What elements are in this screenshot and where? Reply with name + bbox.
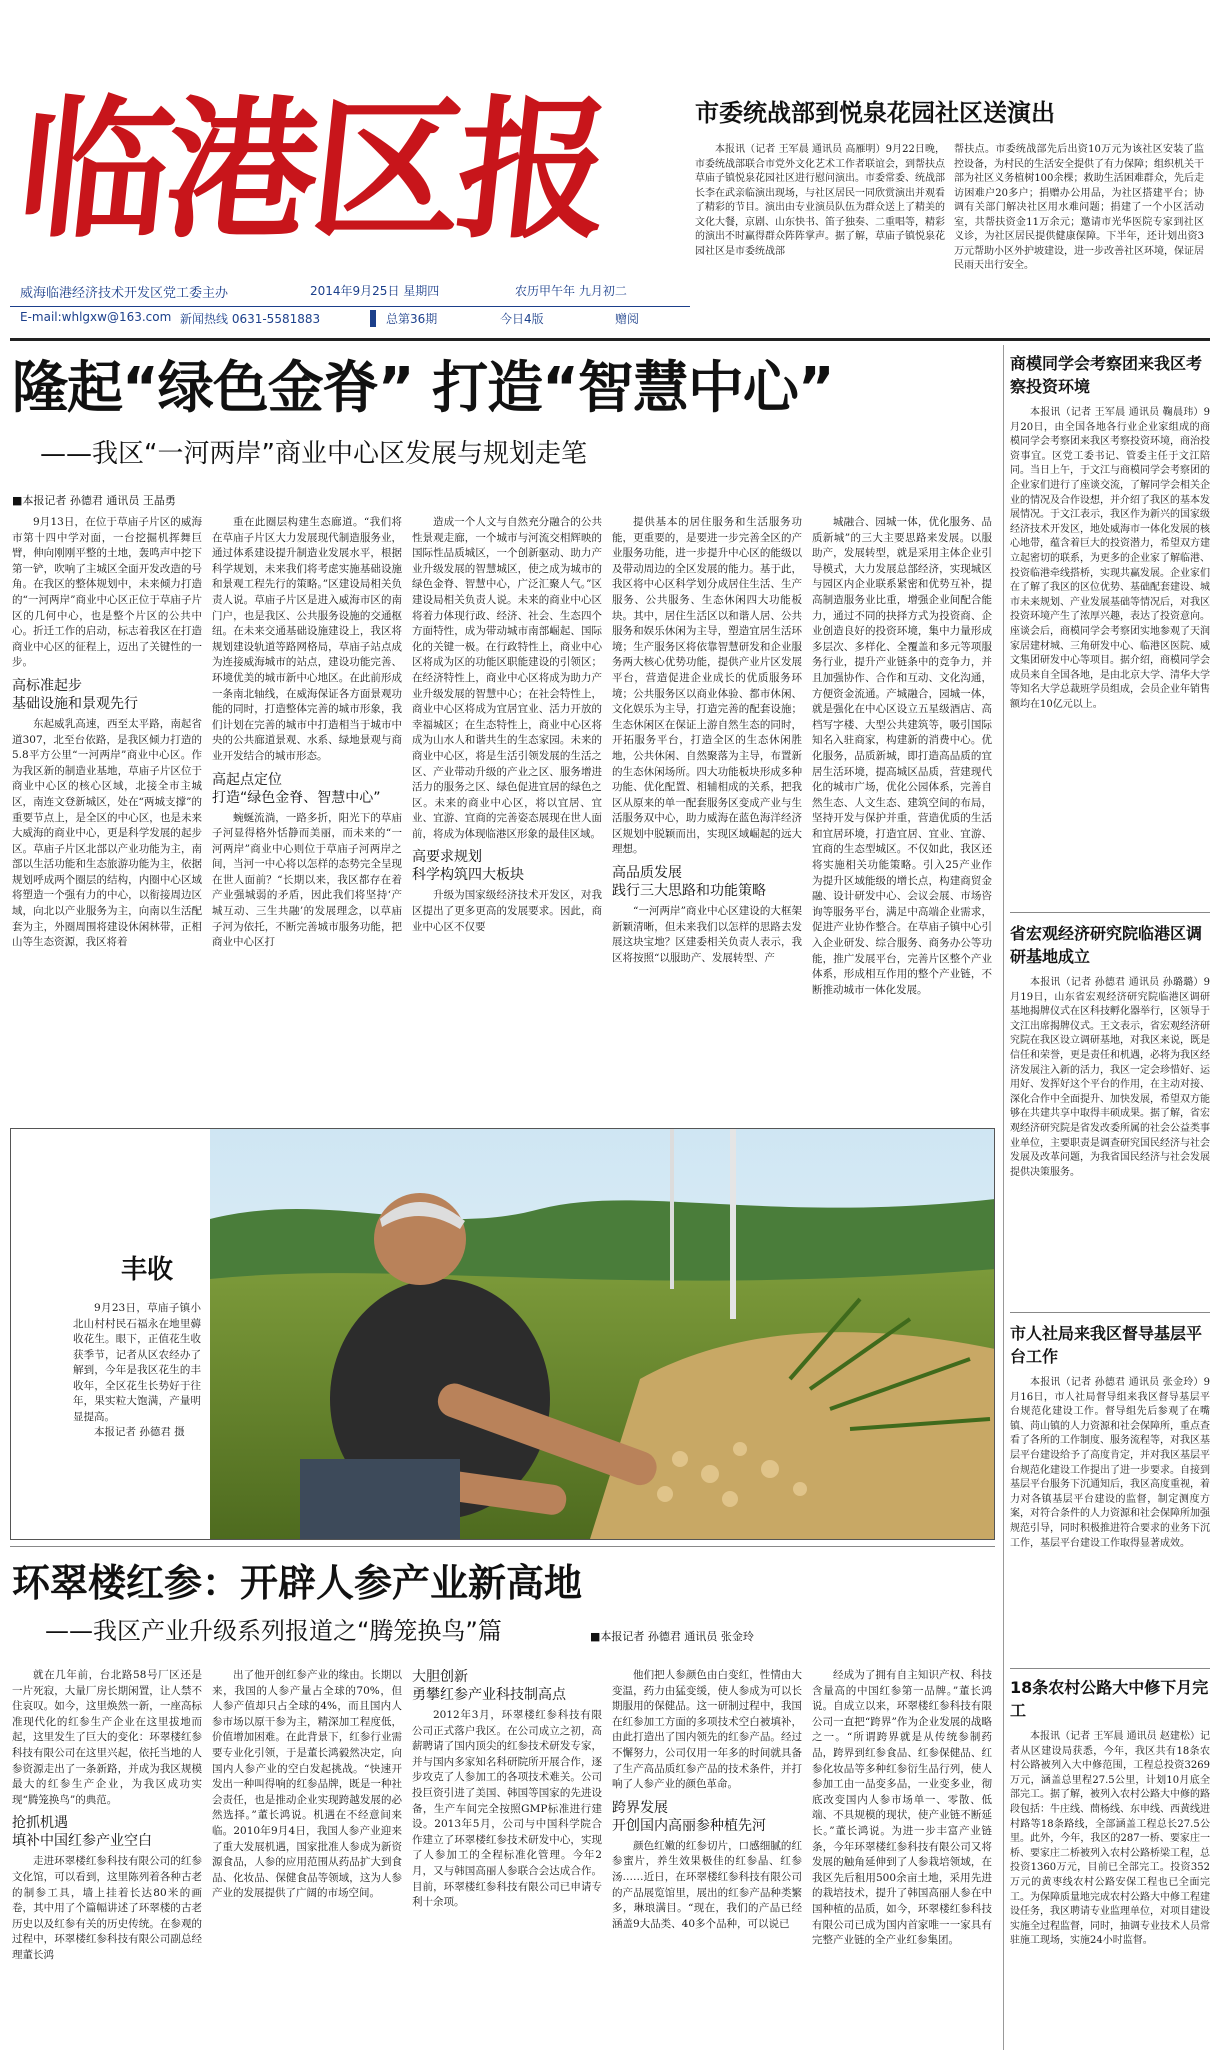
- lead-subtitle: ——我区“一河两岸”商业中心区发展与规划走笔: [40, 439, 587, 469]
- side-story-2: 省宏观经济研究院临港区调研基地成立 本报讯（记者 孙德君 通讯员 孙璐璐）9月19日，山东省宏观经济研究院临港区调研基地揭牌仪式在区科技孵化器举行，区领导于文江出席揭牌仪式。王文表示，省宏观经济研究院在我区设立调研基地，对我区来说，既是信任和荣誉，更是责任和机遇，必将为我区经济发展注入新的活力，我区一定会珍惜好、运用好、发挥好这个平台的作用，在主动对接、深化合作中全面提升、加快发展，希望双方能够在共建共享中取得丰硕成果。据了解，省宏观经济研究院是省发改委所属的社会公益类事业单位，主要职责是调查研究国民经济与社会发展及改革问题，为我省国民经济与社会发展提供决策服务。: [1010, 924, 1210, 1178]
- farmer-harvest-photo[interactable]: [210, 1129, 995, 1539]
- lead-col-4: 提供基本的居住服务和生活服务功能，更重要的，是要进一步完善全区的产业服务功能，进一步提升中心区的能级以及带动周边的全区发展的能力。基于此，我区将中心区科学划分成居住生活、生产服务、公共服务、生态休闲四大功能板块。其中，居住生活区以和谐人居、公共服务和娱乐休闲为主导，塑造宜居生活环境；生产服务区将依靠智慧研发和企业服务两大核心优势功能，提供产业片区发展平台，营造促进企业成长的优质服务环境；公共服务区以商业体验、都市休闲、文化娱乐为主导，打造完善的配套设施；生态休闲区在保证上游自然生态的同时，开拓服务平台，打造全区的生态休闲胜地，公共休闲、自然聚落为主导，布置新的生态休闲场所。四大功能板块形成多种功能、优化配置、相辅相成的关系，把我区从原来的单一配套服务区变成产业与生活服务双中心，助力威海在蓝色海洋经济区规划中脱颖而出，实现区域崛起的远大理想。 高品质发展 践行三大思路和功能策略 “一河两岸”商业中心区建设的大框架新颖清晰，但未来我们以怎样的思路去发展这块宝地？区建委相关负责人表示，我区将按照“以服助产、发展转型、产: [612, 516, 802, 964]
- ginseng-subtitle: ——我区产业升级系列报道之“腾笼换鸟”篇: [45, 1617, 502, 1645]
- newspaper-logo: 临港区报: [10, 80, 614, 259]
- masthead: [10, 60, 690, 330]
- lead-byline: ■本报记者 孙德君 通讯员 王晶勇: [12, 494, 176, 507]
- subheading: 高品质发展 践行三大思路和功能策略: [612, 865, 766, 900]
- lead-col-3: 造成一个人文与自然充分融合的公共性景观走廊，一个城市与河流交相辉映的国际性品质城区，一个创新驱动、助力产业升级发展的智慧城区，使之成为城市的绿色金脊、智慧中心，广泛汇聚人气。”区建设局相关负责人说。未来的商业中心区将着力体现行政、经济、社会、生态四个方面特性，成为带动城市南部崛起、国际化的关键一极。在行政特性上，商业中心区将成为区的功能区职能建设的引领区；在经济特性上，商业中心区将成为助力产业升级发展的智慧中心；在社会特性上，商业中心区将成为宜居宜业、活力开放的幸福城区；在生态特性上，商业中心区将成为山水人和谐共生的生态家园。未来的商业中心区，将是生活引领发展的生活之区、产业带动升级的产业之区、服务增进活力的服务之区、绿色促进宜居的绿色之区。未来的商业中心区，将以宜居、宜业、宜游、宜商的完善姿态展现在世人面前，将成为体现临港区形象的最佳区域。 高要求规划 科学构筑四大板块 升级为国家级经济技术开发区，对我区提出了更多更高的发展要求。因此，商业中心区不仅要: [412, 516, 602, 933]
- email[interactable]: E-mail:whlgxw@163.com: [20, 310, 172, 324]
- ginseng-col-3: 大胆创新 勇攀红参产业科技制高点 2012年3月，环翠楼红参科技有限公司正式落户我区。在公司成立之初，高薪聘请了国内顶尖的红参技术研发专家，并与国内多家知名科研院所开展合作，逐步攻克了人参加工的各项技术难关。公司投巨资引进了美国、韩国等国家的先进设备，生产车间完全按照GMP标准进行建设。2013年5月，公司与中国科学院合作建立了环翠楼红参技术研发中心，实现了人参加工的全程标准化管理。今年2月，又与韩国高丽人参联合会达成合作。目前，环翠楼红参科技有限公司已申请专利十余项。: [412, 1669, 602, 1909]
- photo-block: [10, 1128, 995, 1540]
- side-story-title[interactable]: 商模同学会考察团来我区考察投资环境: [1010, 354, 1203, 396]
- subheading: 高起点定位 打造“绿色金脊、智慧中心”: [212, 771, 381, 806]
- lead-title[interactable]: 隆起“绿色金脊” 打造“智慧中心”: [12, 356, 834, 421]
- top-story-col2: 帮扶点。市委统战部先后出资10万元为该社区安装了监控设备，为村民的生活安全提供了有力保障；组织机关干部为社区义务植树100余棵；救助生活困难群众，先后走访困难户20多户；捐赠办公用品，为社区搭建平台；协调有关部门解决社区用水难问题；捐建了一个小区活动室，共帮扶资金11万余元；邀请市光华医院专家到社区义诊，为社区居民提供健康保障。下半年，还计划出资3万元帮助小区外护坡建设，进一步改善社区环境，保证居民雨天出行安全。: [954, 144, 1204, 271]
- subheading: 大胆创新 勇攀红参产业科技制高点: [412, 1669, 566, 1703]
- side-story-4: 18条农村公路大中修下月完工 本报讯（记者 王军晨 通讯员 赵建松）记者从区建设局获悉，今年，我区共有18条农村公路被列入大中修范围，工程总投资3269万元，涵盖总里程27.5公里，计划10月底全部完工。据了解，被列入农村公路大中修的路段包括：牛庄线、蔄杨线、东申线、西黄线进村路等18条路线，全部涵盖工程总长27.5公里。此外，今年，我区的287一桥、要家庄一桥、要家庄二桥被列入农村公路桥梁工程，总投资1360万元，目前已全部完工。投资352万元的黄枣线农村公路安保工程也已全面完工。为保障质量地完成农村公路大中修工程建设任务，我区聘请专业监理单位，对项目建设实施全过程监督，同时，抽调专业技术人员常驻施工现场，实施24小时监督。: [1010, 1678, 1210, 1947]
- photo-credit: 本报记者 孙德君 摄: [94, 1426, 185, 1438]
- ginseng-col-5: 经成为了拥有自主知识产权、科技含量高的中国红参第一品牌。”董长鸿说。自成立以来，环翠楼红参科技有限公司一直把“跨界”作为企业发展的战略之一。“所谓跨界就是从传统参制药品，跨界到红参食品、红参保健品、红参化妆品等多种红参衍生品行列，使人参加工由一品变多品，一业变多业，彻底改变国内人参市场单一、零散、低端、不具规模的现状，使产业链不断延长。”董长鸿说。为进一步丰富产业链条，今年环翠楼红参科技有限公司又将发展的触角延伸到了人参栽培领域，在我区先后租用500余亩土地，采用先进的栽培技术，提升了韩国高丽人参在中国种植的品质，如今，环翠楼红参科技有限公司已成为国内首家唯一一家具有完整产业链的全产业红参集团。: [812, 1669, 992, 1947]
- ginseng-title[interactable]: 环翠楼红参：开辟人参产业新高地: [12, 1561, 583, 1605]
- subheading: 抢抓机遇 填补中国红参产业空白: [12, 1815, 152, 1850]
- free-label: 赠阅: [615, 312, 640, 326]
- hotline: 新闻热线 0631-5581883: [180, 312, 321, 326]
- top-story-col1: 本报讯（记者 王军晨 通讯员 高雁明）9月22日晚，市委统战部联合市党外文化艺术工作者联谊会，到帮扶点草庙子镇悦泉花园社区进行慰问演出。市委常委、统战部长李在武亲临演出现场，与社区居民一同欣赏演出并观看了精彩的节目。演出由专业演员队伍为群众送上了精美的文化大餐，京剧、山东快书、笛子独奏、二重唱等，精彩的演出不时赢得群众阵阵掌声。据了解，草庙子镇悦泉花园社区是市委统战部: [695, 144, 945, 257]
- lead-col-1: 9月13日，在位于草庙子片区的威海市第十四中学对面，一台挖掘机挥舞巨臂，伸向刚刚平整的土地，轰鸣声中挖下第一铲，吹响了主城区全面开发改造的号角。在我区的整体规划中，未来倾力打造的“一河两岸”商业中心区正位于草庙子片区的几何中心，也是整个片区的公共中心。折迁工作的启动，标志着我区在打造商业中心区的征程上，迈出了关键性的一步。 高标准起步 基础设施和景观先行 东起威乳高速，西至太平路，南起省道307，北至台依路，是我区倾力打造的5.8平方公里“一河两岸”商业中心区。作为我区新的制造业基地，草庙子片区位于商业中心区的核心区域，北接全市主城区，南连文登新城区，处在“两城支撑”的重要节点上，是全区的中心区，也是未来大威海的商业中心，更是科学发展的起步区。草庙子片区北部以产业功能为主，南部以生活功能和生态旅游功能为主，依据规划呼成两个圈层的结构，内圈中心区域将塑造一个强有力的中心，以衔接周边区域，向北以产业服务为主，向南以生活配套为主，外圈周围将建设休闲林带，正相山等生态资源，我区将着: [12, 516, 202, 949]
- subheading: 跨界发展 开创国内高丽参种植先河: [612, 1799, 766, 1834]
- subheading: 高标准起步 基础设施和景观先行: [12, 677, 138, 712]
- top-story: [690, 95, 1210, 335]
- ginseng-col-1: 就在几年前，台北路58号厂区还是一片死寂，大量厂房长期闲置，让人禁不住哀叹。如今，这里焕然一新，一座高标准现代化的红参生产企业在这里拔地而起，这里发生了巨大的变化：环翠楼红参科技有限公司在这里兴起，依托当地的人参资源走出了一条新路，并成为我区规模最大的红参生产企业，为我区成功实现“腾笼换鸟”的典范。 抢抓机遇 填补中国红参产业空白 走进环翠楼红参科技有限公司的红参文化馆，可以看到，这里陈列着各种古老的制参工具，墙上挂着长达80米的画卷，其中用了个篇幅讲述了环翠楼的古老历史以及红参有关的历史传统。在参观的过程中，环翠楼红参科技有限公司副总经理董长鸿: [12, 1669, 202, 1961]
- lunar-date: 农历甲午年 九月初二: [515, 284, 627, 298]
- page-count: 今日4版: [500, 312, 544, 326]
- top-story-title[interactable]: 市委统战部到悦泉花园社区送演出: [695, 99, 1055, 127]
- lead-col-2: 重在此圈层构建生态廊道。“我们将在草庙子片区大力发展现代制造服务业，通过体系建设提升制造业发展水平，根据科学规划，未来我们将考虑实施基础设施和景观工程先行的策略。”区建设局相关负责人说。草庙子片区是进入威海市区的南门户，也是我区、公共服务设施的交通枢纽。在未来交通基础设施建设上，我区将规划建设轨道等路网格局，草庙子站点成为连接威海城市的站点，建设功能完善、环境优美的城市新中心地区。在此前形成一条南北轴线，在威海保证各方面景观功能的同时，打造整体完善的城市形象，我们计划在完善的城市中打造相当于城市中央的公共廊道景观、水系、绿地景观与商业开发结合的城市形态。 高起点定位 打造“绿色金脊、智慧中心” 蜿蜒流淌，一路多折，阳光下的草庙子河显得格外恬静而美丽，而未来的“一河两岸”商业中心则位于草庙子河两岸之间，当河一中心将以怎样的态势完全呈现在世人面前？“长期以来，我区都存在着产业强城弱的矛盾，因此我们将坚持‘产城互动、三生共融’的发展理念，以草庙子河为依托，不断完善城市服务功能，把商业中心区打: [212, 516, 402, 949]
- side-story-title[interactable]: 省宏观经济研究院临港区调研基地成立: [1010, 924, 1203, 966]
- side-story-title[interactable]: 18条农村公路大中修下月完工: [1010, 1678, 1209, 1720]
- ginseng-col-2: 出了他开创红参产业的缘由。长期以来，我国的人参产量占全球的70%，但人参产值却只占全球的4%，而且国内人参市场以原干参为主，精深加工程度低，价值增加困难。在此背景下，红参行业需要专业化引领，于是董长鸿毅然决定，向国内人参产业的空白发起挑战。“快速开发出一种叫得响的红参品牌，既是一种社会责任，也是推动企业实现跨越发展的必然选择。”董长鸿说。机遇在不经意间来临。2010年9月4日，我国人参产业迎来了重大发展机遇，国家批准人参成为新资源食品，人参的应用范围从药品扩大到食品、化妆品、保健食品等领域，这为人参产业的发展提供了广阔的市场空间。: [212, 1669, 402, 1900]
- photo-caption: 9月23日，草庙子镇小北山村村民石福永在地里薅收花生。眼下，正值花生收获季节，记者从区农经办了解到，今年是我区花生的丰收年，全区花生长势好于往年，果实粒大饱满，产量明显提高。 本报记者 孙德君 摄: [73, 1301, 201, 1471]
- ginseng-byline: ■本报记者 孙德君 通讯员 张金玲: [590, 1630, 754, 1643]
- subheading: 高要求规划 科学构筑四大板块: [412, 849, 524, 884]
- photo-title: 丰收: [121, 1255, 174, 1285]
- lead-col-5: 城融合、园城一体，优化服务、品质新城”的三大主要思路来发展。以服助产，发展转型，就是采用主体企业引导模式，大力发展总部经济，实现城区与园区内企业联系紧密和优势互补，提高制造服务业比重，增强企业间配合能力，通过不同的抉择方式为投资商、企业创造良好的投资环境，集中力量形成多层次、多样化、全覆盖和多元等项服务行业，提升产业链条中的竞争力，并且加强协作、合作和互动、文化沟通，方便资金流通。产城融合，园城一体，就是强化在中心区设立五星级酒店、高档写字楼、大型公共建筑等，吸引国际知名入驻商家，构建新的消费中心。优化服务，品质新城，即打造高品质的宜居生活环境，提高城区品质，营建现代化的城市广场，优化公园体系，完善自然生态、人文生态、建筑空间的布局，坚持开发与保护并重，营造优质的生活和宜居环境，打造宜居、宜业、宜游、宜商的生态型城区。不仅如此，我区还将实施相关功能策略。引入25产业作为提升区域能级的增长点，构建商贸金融、设计研发中心、会议会展、市场咨询等服务平台，满足中高端企业需求，促进产业协作整合。在草庙子镇中心引入企业研发、综合服务、商务办公等功能，推广发展平台，完善片区整个产业体系，形成相互作用的整个产业链，不断推动城市一体化发展。: [812, 516, 992, 996]
- side-story-1: 商模同学会考察团来我区考察投资环境 本报讯（记者 王军晨 通讯员 鞠晨玮）9月20日，由全国各地各行业企业家组成的商模同学会考察团来我区考察投资环境，商治投资事宜。区党工委书记、管委主任于文江陪同。当日上午，于文江与商模同学会考察团的企业家们进行了座谈交流，了解同学会相关企业的情况及合作设想，并介绍了我区的基本发展情况。于文江表示，我区作为新兴的国家级经济技术开发区，地处威海市一体化发展的核心地带，蕴含着巨大的投资潜力，希望双方建立起密切的联系，为更多的企业家了解临港、投资临港牵线搭桥，实现共赢发展。企业家们在了解了我区的区位优势、基础配套建设、城市未来规划、产业发展基础等情况后，对我区投资环境产生了浓厚兴趣，表达了投资意向。座谈会后，商模同学会考察团实地参观了天润家居建材城、三角研发中心、临港区医院、威文集团研发中心等项目。据介绍，商模同学会成员来自全国各地，是由北京大学、清华大学等知名大学总裁班学员组成，会员企业年销售额均在10亿元以上。: [1010, 354, 1210, 710]
- date: 2014年9月25日 星期四: [310, 284, 440, 298]
- issue-number: 总第36期: [370, 310, 437, 327]
- ginseng-col-4: 他们把人参颜色由白变红，性情由大变温，药力由猛变缓，使人参成为可以长期服用的保健品。这一研制过程中，我国在红参加工方面的多项技术空白被填补，由此打造出了国内领先的红参产品。经过不懈努力，公司仅用一年多的时间就具备了生产高品质红参产品的技术条件，并打响了人参产业的颜色革命。 跨界发展 开创国内高丽参种植先河 颜色红嫩的红参切片，口感细腻的红参蜜片，养生效果极佳的红参晶、红参汤……近日，在环翠楼红参科技有限公司的产品展览馆里，展出的红参产品种类繁多，琳琅满目。“现在，我们的产品已经涵盖9大品类、40多个品种，可以说已: [612, 1669, 802, 1930]
- publisher: 威海临港经济技术开发区党工委主办: [20, 286, 229, 301]
- side-story-3: 市人社局来我区督导基层平台工作 本报讯（记者 孙德君 通讯员 张金玲）9月16日，市人社局督导组来我区督导基层平台规范化建设工作。督导组先后参观了在嘴镇、苘山镇的人力资源和社会保障所，重点查看了各所的工作制度、服务流程等，对我区基层平台建设给予了高度肯定，并对我区基层平台规范化建设工作提出了进一步要求。自接到基层平台服务下沉通知后，我区高度重视，着力对各镇基层平台建设的监督，制定测度方案，对符合条件的人力资源和社会保障所加强规范引导，同时积极推进符合要求的业务下沉工作，基层平台建设工作取得显著成效。: [1010, 1324, 1210, 1549]
- info-bar: [10, 306, 690, 328]
- side-story-title[interactable]: 市人社局来我区督导基层平台工作: [1010, 1324, 1203, 1366]
